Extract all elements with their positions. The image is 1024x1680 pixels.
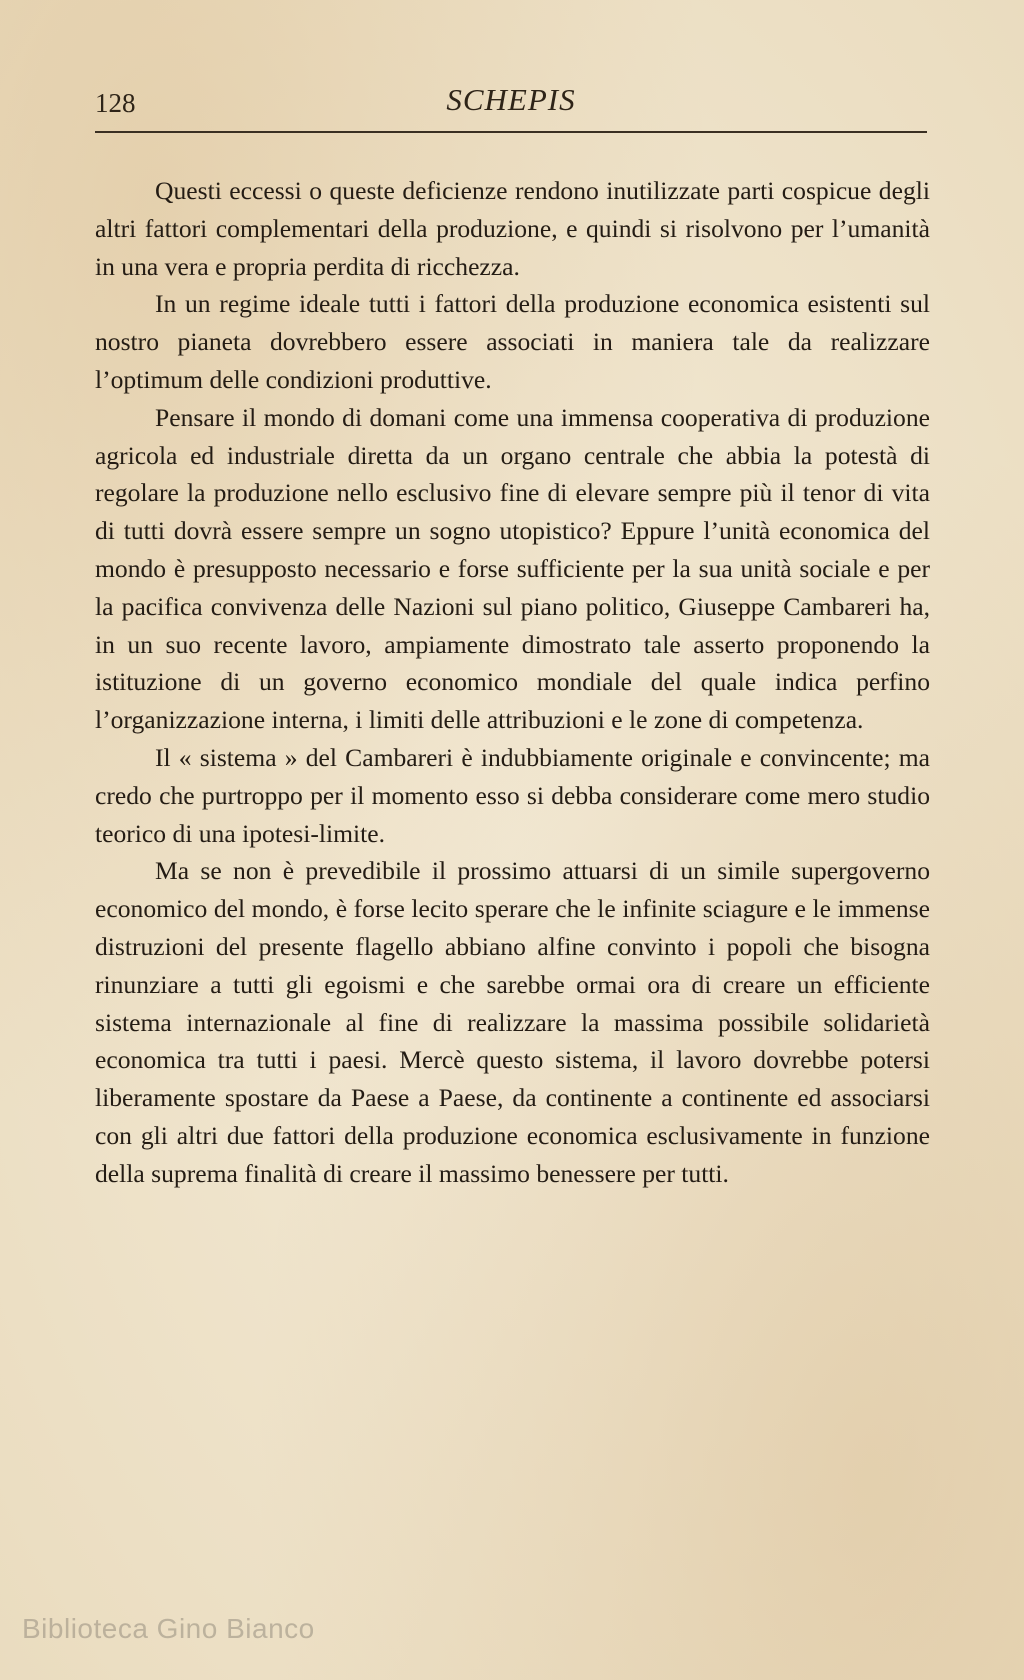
paragraph-5: Ma se non è prevedibile il prossimo attuarsi di un simile supergoverno economico del mondo, è forse lecito sperare che le infinite sciagure e le immense distruzioni del presente flagello abbiano alfine convinto i popoli che bisogna rinunziare a tutti gli egoismi e che sarebbe ormai ora di creare un efficiente sistema internazionale al fine di realizzare la massima possibile solidarietà economica tra tutti i paesi. Mercè questo sistema, il lavoro dovrebbe potersi liberamente spostare da Paese a Paese, da continente a continente ed associarsi con gli altri due fattori della produzione economica esclusivamente in funzione della suprema finalità di creare il massimo benessere per tutti. [95, 856, 930, 1188]
paragraph-2: In un regime ideale tutti i fattori della produzione economica esistenti sul nostro pianeta dovrebbero essere associati in maniera tale da realizzare l’optimum delle condizioni produttive. [95, 289, 930, 394]
paragraph-1: Questi eccessi o queste deficienze rendono inutilizzate parti cospicue degli altri fattori complementari della produzione, e quindi si risolvono per l’umanità in una vera e propria perdita di ricchezza. [95, 176, 930, 281]
paragraph-3: Pensare il mondo di domani come una immensa cooperativa di produzione agricola ed industriale diretta da un organo centrale che abbia la potestà di regolare la produzione nello esclusivo fine di elevare sempre più il tenor di vita di tutti dovrà essere sempre un sogno utopistico? Eppure l’unità economica del mondo è presupposto necessario e forse sufficiente per la sua unità sociale e per la pacifica convivenza delle Nazioni sul piano politico, Giuseppe Cambareri ha, in un suo recente lavoro, ampiamente dimostrato tale asserto proponendo la istituzione di un governo economico mondiale del quale indica perfino l’organizzazione interna, i limiti delle attribuzioni e le zone di competenza. [95, 402, 930, 735]
library-watermark: Biblioteca Gino Bianco [22, 1613, 315, 1644]
page-number: 128 [95, 88, 136, 118]
running-head: SCHEPIS [446, 82, 576, 117]
body-text [95, 172, 930, 1193]
header-rule [95, 131, 927, 133]
page-header [95, 78, 927, 128]
paragraph-4: Il « sistema » del Cambareri è indubbiamente originale e convincente; ma credo che purtroppo per il momento esso si debba considerare come mero studio teorico di una ipotesi-limite. [95, 742, 930, 848]
